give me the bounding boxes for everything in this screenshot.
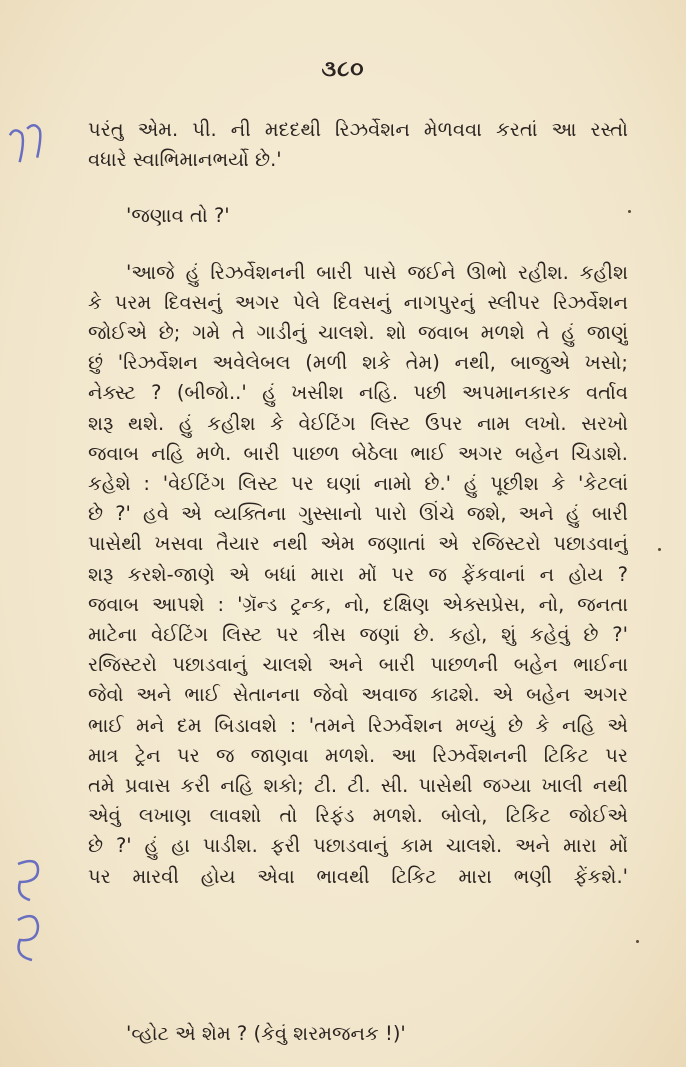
text-line: જોઈએ છે; ગમે તે ગાડીનું ચાલશે. શો જવાબ મળશે તે હું જાણું xyxy=(88,321,628,345)
text-line: તમે પ્રવાસ કરી નહિ શકો; ટી. ટી. સી. પાસેથી જગ્યા ખાલી નથી xyxy=(88,774,628,798)
page-number: ૩૮૦ xyxy=(321,57,365,82)
text-line: નેક્સ્ટ ? (બીજો..' હું ખસીશ નહિ. પછી અપમાનકારક વર્તાવ xyxy=(88,381,628,405)
text-line: પરંતુ એમ. પી. ની મદદથી રિઝર્વેશન મેળવવા કરતાં આ રસ્તો xyxy=(88,118,628,141)
body-text xyxy=(88,115,628,892)
paragraph-gap xyxy=(88,175,628,201)
text-line: રજિસ્ટરો પછાડવાનું ચાલશે અને બારી પાછળની બહેન ભાઈના xyxy=(88,653,628,677)
text-line: છે ?' હું હા પાડીશ. ફરી પછાડવાનું કામ ચાલશે. અને મારા મોં xyxy=(88,834,628,858)
handwritten-margin-numbers-icon xyxy=(8,856,48,966)
closing-dialogue-line: 'વ્હોટ એ શેમ ? (કેવું શરમજનક !)' xyxy=(126,1022,406,1045)
text-line: જવાબ નહિ મળે. બારી પાછળ બેઠેલા ભાઈ અગર બહેન ચિડાશે. xyxy=(88,441,628,465)
text-line: માટેના વેઈટિંગ લિસ્ટ પર ત્રીસ જણાં છે. કહો, શું કહેવું છે ?' xyxy=(88,623,628,647)
text-line: 'આજે હું રિઝર્વેશનની બારી પાસે જઈને ઊભો રહીશ. કહીશ xyxy=(126,260,628,284)
text-line: માત્ર ટ્રેન પર જ જાણવા મળશે. આ રિઝર્વેશનની ટિકિટ પર xyxy=(88,743,628,767)
handwritten-margin-mark-icon xyxy=(0,110,69,188)
text-line: શરૂ કરશે-જાણે એ બધાં મારા મોં પર જ ફેંકવાનાં ન હોય ? xyxy=(88,562,628,586)
text-line: છું 'રિઝર્વેશન અવેલેબલ (મળી શકે તેમ) નથી, બાજુએ ખસો; xyxy=(88,351,628,375)
text-line: 'જણાવ તો ?' xyxy=(126,204,230,228)
text-line: ભાઈ મને દમ બિડાવશે : 'તમને રિઝર્વેશન મળ્યું છે કે નહિ એ xyxy=(88,713,628,737)
text-line: કહેશે : 'વેઈટિંગ લિસ્ટ પર ઘણાં નામો છે.' હું પૂછીશ કે 'કેટલાં xyxy=(88,472,628,496)
text-line: છે ?' હવે એ વ્યક્તિના ગુસ્સાનો પારો ઊંચે જશે, અને હું બારી xyxy=(88,502,628,526)
text-line: પાસેથી ખસવા તૈયાર નથી એમ જણાતાં એ રજિસ્ટરો પછાડવાનું xyxy=(88,532,628,556)
text-line: શરૂ થશે. હું કહીશ કે વેઈટિંગ લિસ્ટ ઉપર નામ લખો. સરખો xyxy=(88,411,628,435)
text-line: જવાબ આપશે : 'ગ્રૅન્ડ ટ્રન્ક, નો, દક્ષિણ એક્સપ્રેસ, નો, જનતા xyxy=(88,592,628,616)
text-line: વધારે સ્વાભિમાનભર્યો છે.' xyxy=(88,148,282,172)
text-line: કે પરમ દિવસનું અગર પેલે દિવસનું નાગપુરનું સ્લીપર રિઝર્વેશન xyxy=(88,290,628,314)
paragraph-gap xyxy=(88,232,628,258)
print-speck xyxy=(636,940,639,943)
print-speck xyxy=(628,210,631,213)
print-speck xyxy=(658,548,661,551)
text-line: એવું લખાણ લાવશો તો રિફંડ મળશે. બોલો, ટિકિટ જોઈએ xyxy=(88,804,628,828)
text-line: જેવો અને ભાઈ સેતાનના જેવો અવાજ કાઢશે. એ બહેન અગર xyxy=(88,683,628,707)
text-line: પર મારવી હોય એવા ભાવથી ટિકિટ મારા ભણી ફેંકશે.' xyxy=(88,864,628,888)
